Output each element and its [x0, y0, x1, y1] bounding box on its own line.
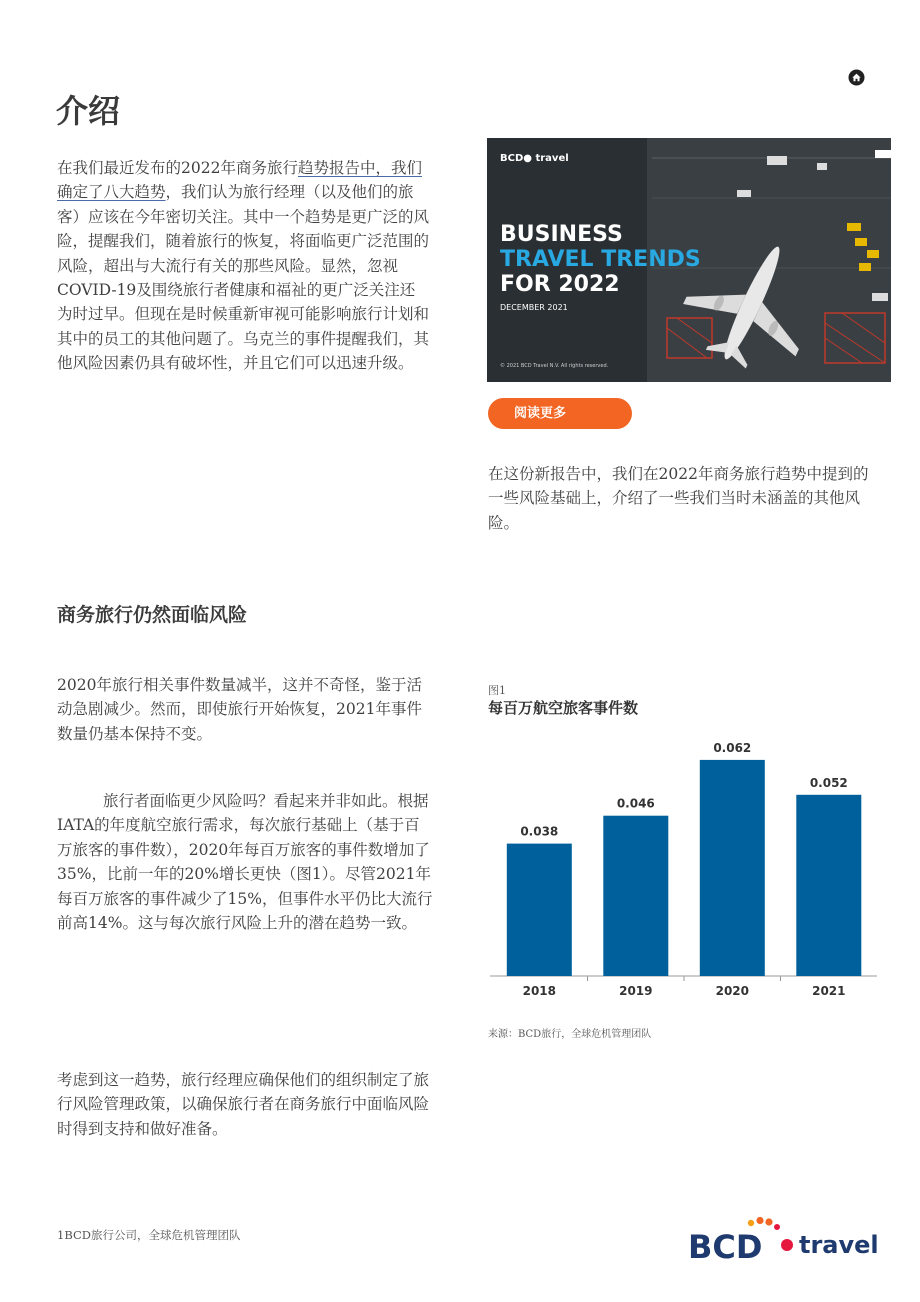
- paragraph-2: 旅行者面临更少风险吗？看起来并非如此。根据IATA的年度航空旅行需求，每次旅行基础上（基于百万旅客的事件数），2020年每百万旅客的事件数增加了35%，比前一年的20%增长更快（图1）。尽管2021年每百万旅客的事件减少了15%，但事件水平仍比大流行前高14%。这与每次旅行风险上升的潜在趋势一致。: [57, 792, 433, 933]
- logo-bcd-text: BCD: [688, 1228, 763, 1266]
- report-description: 在这份新报告中，我们在2022年商务旅行趋势中提到的一些风险基础上，介绍了一些我们当时未涵盖的其他风险。: [488, 465, 869, 532]
- incidents-bar-chart: [487, 740, 882, 1005]
- bcd-travel-logo: [688, 1216, 883, 1266]
- trends-report-link[interactable]: 趋势报告中，我们确定了八大趋势: [57, 159, 422, 202]
- logo-travel-text: travel: [799, 1231, 879, 1259]
- intro-suffix: ，我们认为旅行经理（以及他们的旅客）应该在今年密切关注。其中一个趋势是更广泛的风险，提醒我们，随着旅行的恢复，将面临更广泛范围的风险，超出与大流行有关的那些风险。显然，忽视COVID-19及围绕旅行者健康和福祉的更广泛关注还为时过早。但现在是时候重新审视可能影响旅行计划和其中的员工的其他问题了。乌克兰的事件提醒我们，其他风险因素仍具有破坏性，并且它们可以迅速升级。: [57, 183, 430, 373]
- intro-paragraph: [57, 156, 429, 376]
- bar-2020: [700, 760, 765, 976]
- home-icon[interactable]: [848, 69, 865, 86]
- page-title: 介绍: [56, 92, 121, 130]
- bar-2021: [796, 795, 861, 976]
- bar-2018: [507, 844, 572, 976]
- data-label-2021: 0.052: [809, 775, 848, 790]
- cover-title-line-3: FOR 2022: [500, 272, 620, 297]
- footnote: 1BCD旅行公司，全球危机管理团队: [57, 1228, 241, 1242]
- tick-label-2020: 2020: [715, 984, 750, 998]
- data-label-2018: 0.038: [520, 824, 559, 839]
- cover-title-line-2: TRAVEL TRENDS: [500, 247, 701, 272]
- paragraph-1: 2020年旅行相关事件数量减半，这并不奇怪，鉴于活动急剧减少。然而，即使旅行开始恢复，2021年事件数量仍基本保持不变。: [57, 676, 422, 743]
- intro-prefix: 在我们最近发布的2022年商务旅行: [57, 159, 298, 177]
- cover-date: DECEMBER 2021: [500, 303, 568, 312]
- tick-label-2018: 2018: [522, 984, 557, 998]
- tick-label-2019: 2019: [619, 984, 653, 998]
- paragraph-3: 考虑到这一趋势，旅行经理应确保他们的组织制定了旅行风险管理政策，以确保旅行者在商务旅行中面临风险时得到支持和做好准备。: [57, 1071, 430, 1138]
- read-more-button[interactable]: 阅读更多: [488, 398, 632, 429]
- bar-2019: [603, 816, 668, 976]
- tick-label-2021: 2021: [812, 984, 846, 998]
- cover-title-line-1: BUSINESS: [500, 222, 623, 247]
- data-label-2020: 0.062: [713, 740, 752, 755]
- data-label-2019: 0.046: [616, 796, 655, 811]
- chart-title: 每百万航空旅客事件数: [488, 699, 639, 717]
- cover-logo: BCD● travel: [500, 153, 569, 164]
- chart-bars: [507, 741, 862, 976]
- chart-source: 来源：BCD旅行，全球危机管理团队: [488, 1029, 652, 1040]
- cover-copyright: © 2021 BCD Travel N.V. All rights reserved.: [500, 363, 609, 369]
- section-heading: 商务旅行仍然面临风险: [57, 604, 248, 626]
- figure-label: 图1: [488, 684, 506, 697]
- chart-ticks: [523, 976, 846, 998]
- report-cover-image[interactable]: [487, 138, 891, 382]
